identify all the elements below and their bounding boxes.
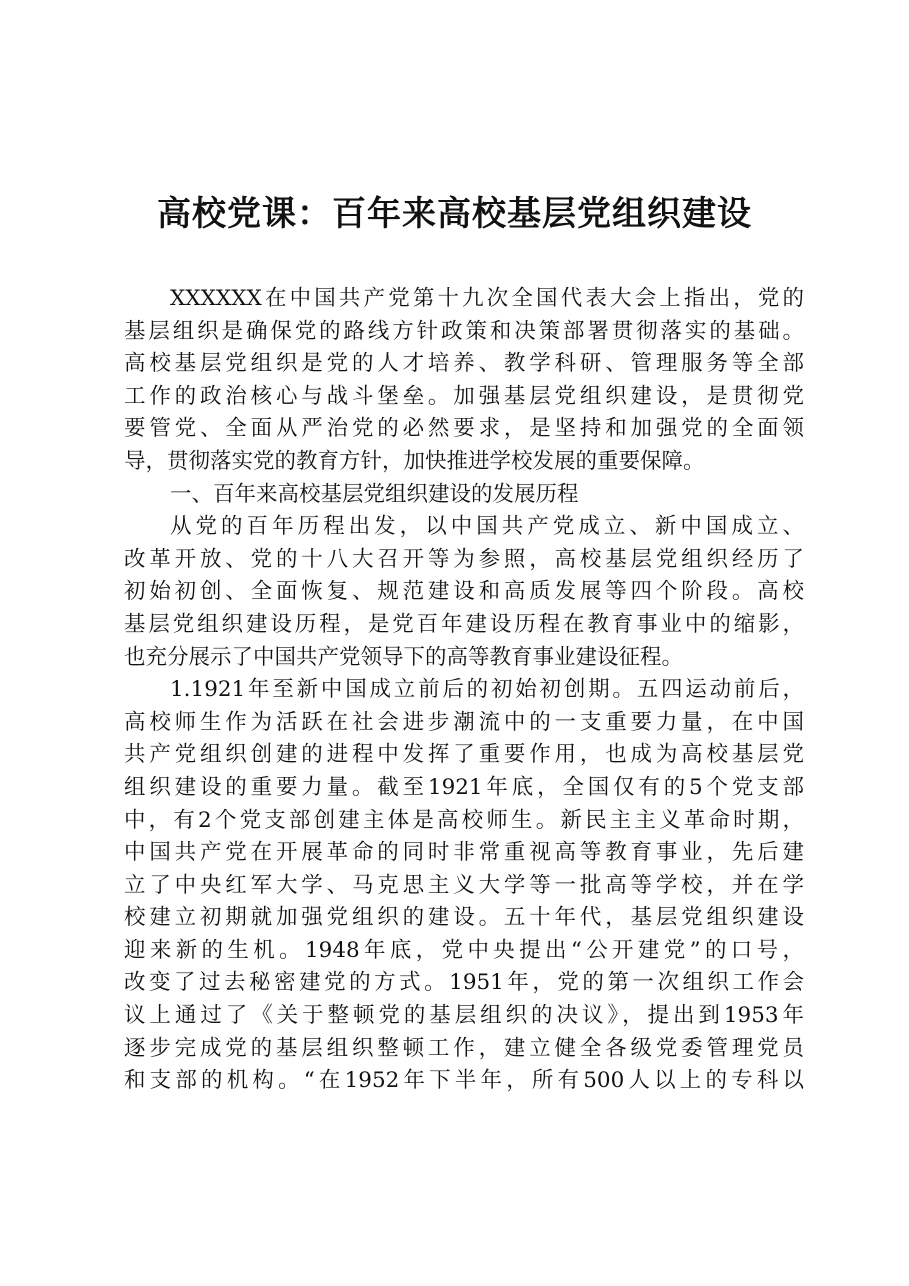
- text-line: 立了中央红军大学、马克思主义大学等一批高等学校，并在学: [124, 872, 804, 898]
- text-line: 从党的百年历程出发，以中国共产党成立、新中国成立、: [170, 514, 804, 540]
- text-line: XXXXXX在中国共产党第十九次全国代表大会上指出，党的: [170, 286, 804, 311]
- text-line: 中，有2个党支部创建主体是高校师生。新民主主义革命时期，: [124, 807, 804, 833]
- text-line: 导，贯彻落实党的教育方针，加快推进学校发展的重要保障。: [124, 448, 705, 474]
- text-line: 组织建设的重要力量。截至1921年底，全国仅有的5个党支部: [124, 774, 804, 800]
- text-line: 改革开放、党的十八大召开等为参照，高校基层党组织经历了: [124, 546, 804, 572]
- text-line: 高校师生作为活跃在社会进步潮流中的一支重要力量，在中国: [124, 709, 804, 735]
- text-line: 初始初创、全面恢复、规范建设和高质发展等四个阶段。高校: [124, 579, 804, 605]
- text-line: 高校基层党组织是党的人才培养、教学科研、管理服务等全部: [124, 351, 804, 377]
- text-line: 和支部的机构。“在1952年下半年，所有500人以上的专科以: [124, 1068, 804, 1094]
- text-line: 逐步完成党的基层组织整顿工作，建立健全各级党委管理党员: [124, 1035, 804, 1061]
- text-line: 迎来新的生机。1948年底，党中央提出“公开建党”的口号，: [124, 937, 804, 963]
- text-line: 1.1921年至新中国成立前后的初始初创期。五四运动前后，: [170, 677, 804, 703]
- text-line: 改变了过去秘密建党的方式。1951年，党的第一次组织工作会: [124, 970, 804, 996]
- text-line: 要管党、全面从严治党的必然要求，是坚持和加强党的全面领: [124, 416, 804, 442]
- text-line: 也充分展示了中国共产党领导下的高等教育事业建设征程。: [124, 644, 684, 670]
- text-line: 校建立初期就加强党组织的建设。五十年代，基层党组织建设: [124, 905, 804, 931]
- text-line: 议上通过了《关于整顿党的基层组织的决议》，提出到1953年: [124, 1003, 804, 1029]
- text-line: 中国共产党在开展革命的同时非常重视高等教育事业，先后建: [124, 840, 804, 866]
- text-line: 工作的政治核心与战斗堡垒。加强基层党组织建设，是贯彻党: [124, 383, 804, 409]
- section-heading: 一、百年来高校基层党组织建设的发展历程: [170, 481, 579, 507]
- text-line: 基层组织是确保党的路线方针政策和决策部署贯彻落实的基础。: [124, 318, 804, 344]
- text-line: 共产党组织创建的进程中发挥了重要作用，也成为高校基层党: [124, 742, 804, 768]
- text-line: 基层党组织建设历程，是党百年建设历程在教育事业中的缩影，: [124, 611, 804, 637]
- document-body: [124, 283, 804, 1098]
- document-title: 高校党课：百年来高校基层党组织建设: [157, 194, 752, 234]
